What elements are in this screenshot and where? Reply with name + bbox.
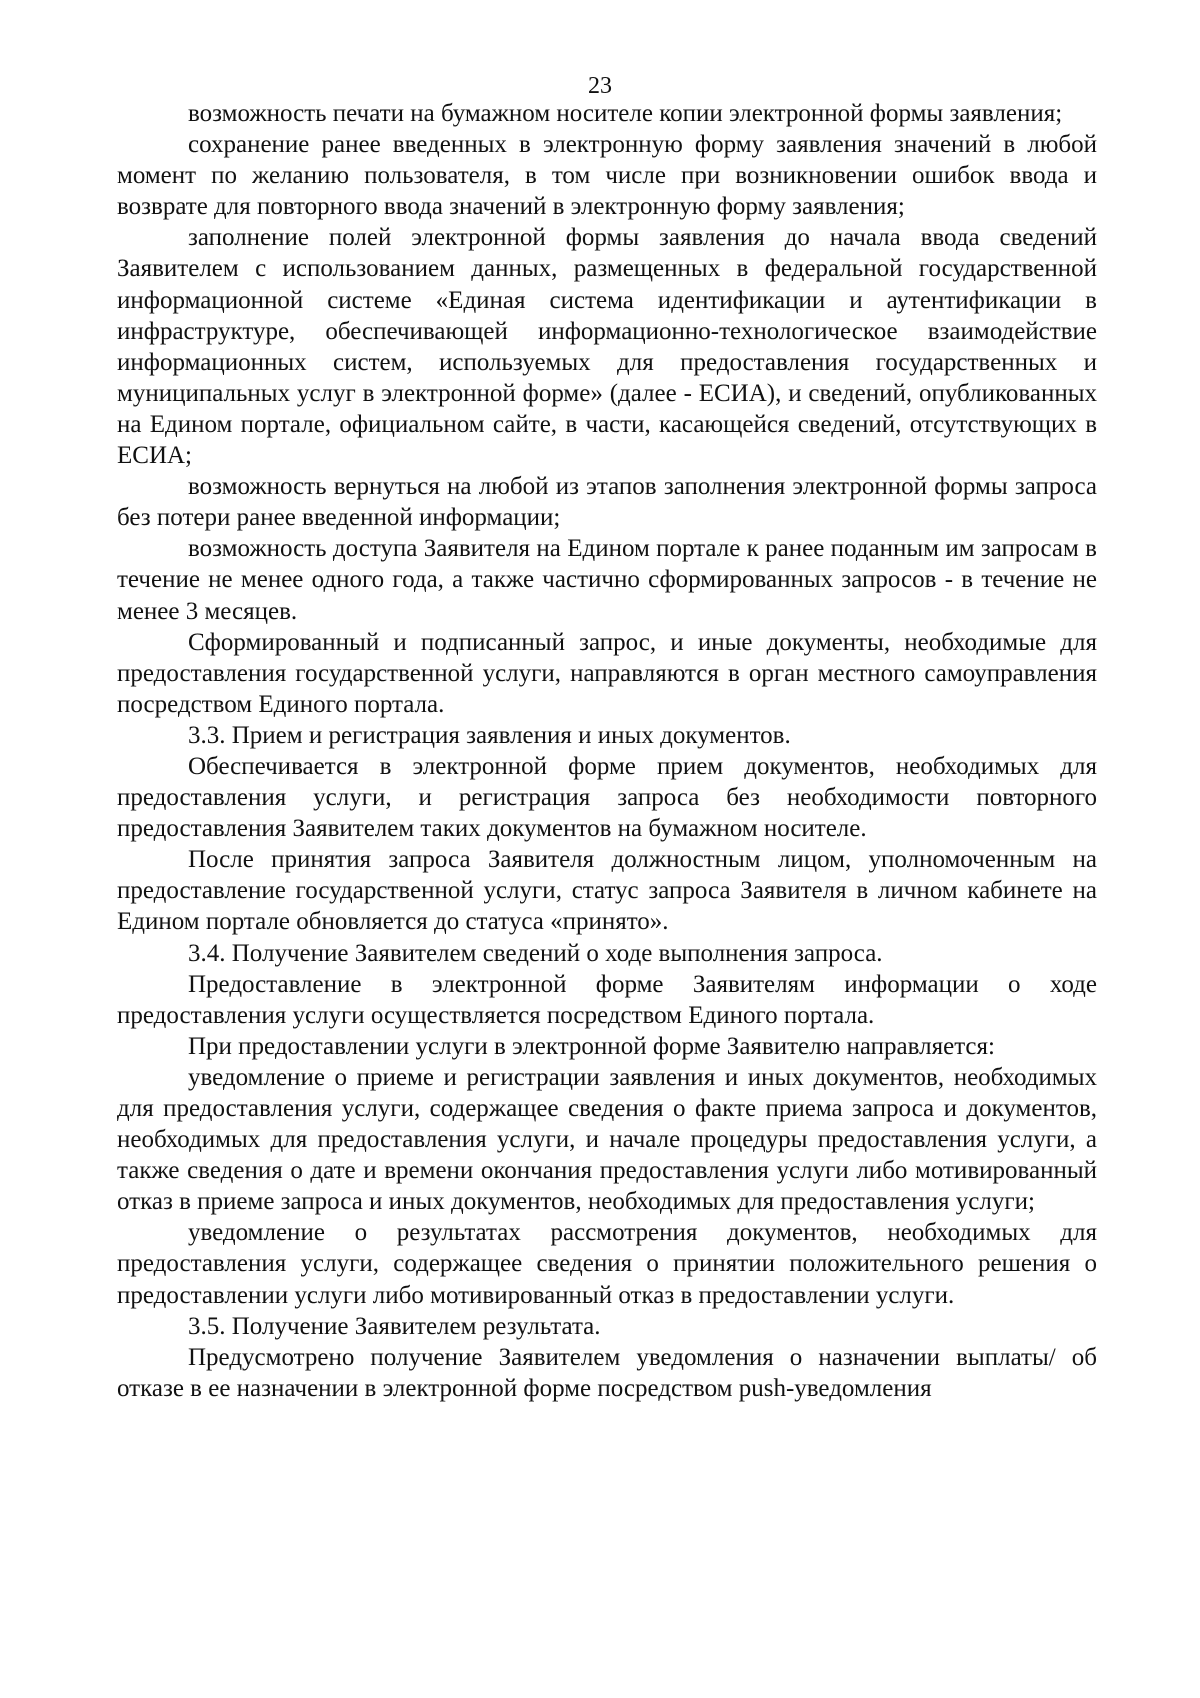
paragraph: Предусмотрено получение Заявителем уведомления о назначении выплаты/ об отказе в ее назначении в электронной форме посредством push-уведомления bbox=[117, 1343, 1097, 1402]
paragraph: Сформированный и подписанный запрос, и иные документы, необходимые для предоставления государственной услуги, направляются в орган местного самоуправления посредством Единого портала. bbox=[117, 628, 1097, 718]
paragraph: Предоставление в электронной форме Заявителям информации о ходе предоставления услуги осуществляется посредством Единого портала. bbox=[117, 970, 1097, 1029]
page-number: 23 bbox=[588, 73, 612, 99]
paragraph: сохранение ранее введенных в электронную форму заявления значений в любой момент по желанию пользователя, в том числе при возникновении ошибок ввода и возврате для повторного ввода значений в электронную форму заявления; bbox=[117, 131, 1097, 221]
paragraph: При предоставлении услуги в электронной форме Заявителю направляется: bbox=[188, 1032, 995, 1060]
paragraph: уведомление о приеме и регистрации заявления и иных документов, необходимых для предоставления услуги, содержащее сведения о факте приема запроса и документов, необходимых для предоставления услуги, и начале процедуры предоставления услуги, а также сведения о дате и времени окончания предоставления услуги либо мотивированный отказ в приеме запроса и иных документов, необходимых для предоставления услуги; bbox=[117, 1063, 1097, 1216]
section-heading: 3.5. Получение Заявителем результата. bbox=[188, 1312, 601, 1340]
paragraph: заполнение полей электронной формы заявления до начала ввода сведений Заявителем с использованием данных, размещенных в федеральной государственной информационной системе «Единая система идентификации и аутентификации в инфраструктуре, обеспечивающей информационно-технологическое взаимодействие информационных систем, используемых для предоставления государственных и муниципальных услуг в электронной форме» (далее - ЕСИА), и сведений, опубликованных на Едином портале, официальном сайте, в части, касающейся сведений, отсутствующих в ЕСИА; bbox=[117, 224, 1097, 470]
paragraph: возможность вернуться на любой из этапов заполнения электронной формы запроса без потери ранее введенной информации; bbox=[117, 473, 1097, 532]
paragraph: уведомление о результатах рассмотрения документов, необходимых для предоставления услуги, содержащее сведения о принятии положительного решения о предоставлении услуги либо мотивированный отказ в предоставлении услуги. bbox=[117, 1219, 1097, 1309]
section-heading: 3.4. Получение Заявителем сведений о ходе выполнения запроса. bbox=[188, 939, 883, 967]
section-heading: 3.3. Прием и регистрация заявления и иных документов. bbox=[188, 721, 791, 749]
document-body bbox=[117, 98, 1097, 1404]
paragraph: возможность печати на бумажном носителе копии электронной формы заявления; bbox=[188, 100, 1063, 127]
paragraph: возможность доступа Заявителя на Едином портале к ранее поданным им запросам в течение не менее одного года, а также частично сформированных запросов - в течение не менее 3 месяцев. bbox=[117, 535, 1097, 625]
paragraph: После принятия запроса Заявителя должностным лицом, уполномоченным на предоставление государственной услуги, статус запроса Заявителя в личном кабинете на Едином портале обновляется до статуса «принято». bbox=[117, 846, 1097, 936]
paragraph: Обеспечивается в электронной форме прием документов, необходимых для предоставления услуги, и регистрация запроса без необходимости повторного предоставления Заявителем таких документов на бумажном носителе. bbox=[117, 752, 1097, 843]
